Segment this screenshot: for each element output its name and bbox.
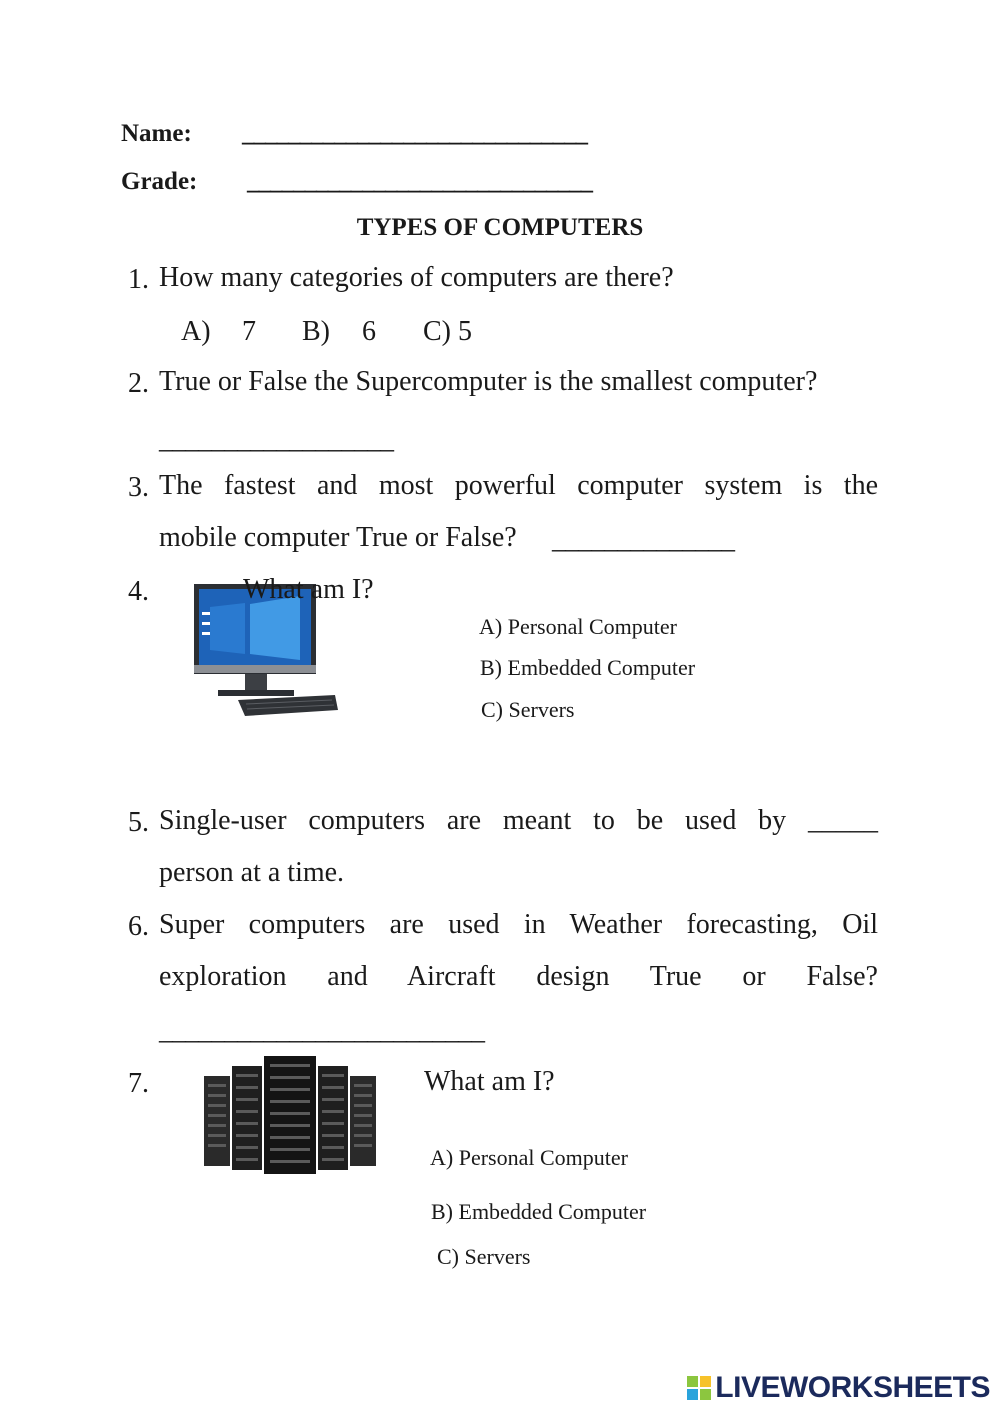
q4-option-c[interactable]: C) Servers [481, 697, 575, 722]
question-5-text-line1: Single-user computers are meant to be used by _____ [159, 805, 878, 836]
option-b-value[interactable]: 6 [362, 316, 376, 347]
question-1-text: How many categories of computers are there? [159, 262, 674, 293]
question-number: 5. [128, 807, 149, 838]
q7-option-b[interactable]: B) Embedded Computer [431, 1199, 647, 1224]
question-6-answer-line[interactable]: _________________________ [159, 1015, 484, 1046]
question-number: 2. [128, 368, 149, 399]
option-a-value[interactable]: 7 [242, 316, 256, 347]
question-number: 3. [128, 472, 149, 503]
question-5-text-line2: person at a time. [159, 857, 345, 888]
q7-option-c[interactable]: C) Servers [437, 1244, 531, 1269]
liveworksheets-logo-icon [687, 1376, 711, 1400]
q4-option-a[interactable]: A) Personal Computer [479, 614, 677, 639]
question-6-text-line1: Super computers are used in Weather forecasting, Oil [159, 909, 878, 940]
question-7-text: What am I? [424, 1066, 555, 1097]
grade-input-line[interactable]: ______________________________ [247, 168, 592, 195]
q7-option-a[interactable]: A) Personal Computer [430, 1145, 628, 1170]
question-2-answer-line[interactable]: __________________ [159, 424, 393, 455]
question-number: 6. [128, 911, 149, 942]
question-3-text-line2: mobile computer True or False? [159, 522, 517, 553]
question-number: 4. [128, 576, 149, 607]
question-2-text: True or False the Supercomputer is the smallest computer? [159, 366, 818, 397]
worksheet-title: TYPES OF COMPUTERS [356, 214, 644, 241]
option-b-label: B) [302, 316, 330, 347]
option-c[interactable]: C) 5 [423, 316, 472, 347]
question-3-answer-line[interactable]: ______________ [552, 524, 734, 555]
question-6-text-line2: exploration and Aircraft design True or False? [159, 961, 878, 992]
question-3-text-line1: The fastest and most powerful computer system is the [159, 470, 878, 501]
logo-text: LIVEWORKSHEETS [715, 1371, 990, 1404]
question-4-text: What am I? [243, 574, 374, 605]
q4-option-b[interactable]: B) Embedded Computer [480, 655, 696, 680]
name-label: Name: [121, 120, 192, 147]
liveworksheets-logo [687, 1371, 990, 1405]
grade-label: Grade: [121, 168, 198, 195]
name-input-line[interactable]: ______________________________ [242, 120, 587, 147]
option-a-label: A) [181, 316, 211, 347]
question-number: 1. [128, 264, 149, 295]
question-number: 7. [128, 1068, 149, 1099]
server-rack-icon [202, 1054, 378, 1176]
